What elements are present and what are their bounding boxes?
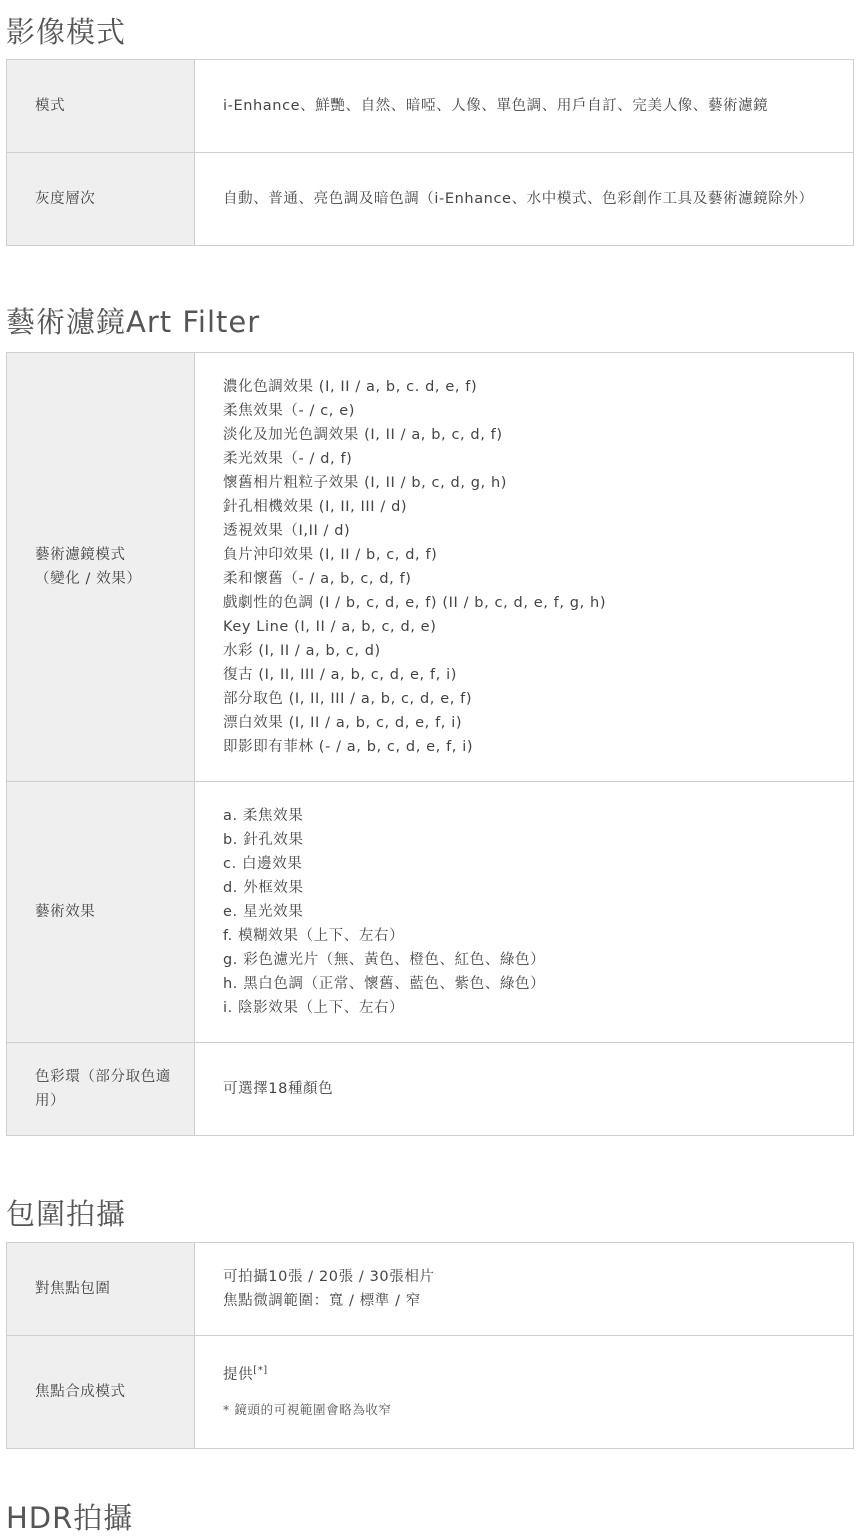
list-item: h. 黑白色調（正常、懷舊、藍色、紫色、綠色）	[223, 976, 546, 992]
bracketing-table	[6, 1242, 854, 1449]
row-value-art-filter-mode	[195, 353, 854, 782]
list-item: a. 柔焦效果	[223, 808, 304, 824]
list-item: 負片沖印效果 (I, II / b, c, d, f)	[223, 547, 438, 563]
picture-mode-table	[6, 59, 854, 246]
list-item: 柔焦效果（- / c, e)	[223, 403, 356, 419]
list-item: e. 星光效果	[223, 904, 304, 920]
list-item: i. 陰影效果（上下、左右）	[223, 1000, 405, 1016]
footnote-marker: [*]	[253, 1364, 268, 1376]
section-title-bracketing: 包圍拍攝	[6, 1197, 127, 1231]
row-value-mode	[195, 60, 854, 153]
list-item: 柔光效果（- / d, f)	[223, 451, 353, 467]
row-value-color-wheel: 可選擇18種顏色	[195, 1043, 854, 1136]
row-label-gradation: 灰度層次	[7, 153, 195, 246]
footnote-text: * 鏡頭的可視範圍會略為收窄	[223, 1401, 392, 1417]
list-item: 水彩 (I, II / a, b, c, d)	[223, 643, 381, 659]
table-row	[7, 1043, 854, 1136]
table-row	[7, 153, 854, 246]
list-item: 戲劇性的色調 (I / b, c, d, e, f) (II / b, c, d, e, f, g, h)	[223, 595, 607, 611]
section-title-hdr: HDR拍攝	[6, 1501, 134, 1535]
list-item: 淡化及加光色調效果 (I, II / a, b, c, d, f)	[223, 427, 503, 443]
row-value-focus-stacking	[195, 1336, 854, 1449]
list-item: 柔和懷舊（- / a, b, c, d, f)	[223, 571, 412, 587]
table-row	[7, 1243, 854, 1336]
table-row	[7, 353, 854, 782]
focus-stacking-text: 提供	[223, 1366, 254, 1383]
row-value-gradation	[195, 153, 854, 246]
table-row	[7, 782, 854, 1043]
list-item: 可拍攝10張 / 20張 / 30張相片	[223, 1269, 435, 1285]
row-value-focus-bracketing	[195, 1243, 854, 1336]
row-value-art-effect	[195, 782, 854, 1043]
list-item: 部分取色 (I, II, III / a, b, c, d, e, f)	[223, 691, 473, 707]
list-item: g. 彩色濾光片（無、黃色、橙色、紅色、綠色）	[223, 952, 546, 968]
list-item: 即影即有菲林 (- / a, b, c, d, e, f, i)	[223, 739, 474, 755]
section-title-art-filter: 藝術濾鏡Art Filter	[6, 305, 261, 339]
list-item: c. 白邊效果	[223, 856, 303, 872]
list-item: 焦點微調範圍：寬 / 標準 / 窄	[223, 1293, 421, 1309]
row-label-focus-stacking: 焦點合成模式	[7, 1336, 195, 1449]
list-item: b. 針孔效果	[223, 832, 304, 848]
list-item: 復古 (I, II, III / a, b, c, d, e, f, i)	[223, 667, 457, 683]
list-item: d. 外框效果	[223, 880, 304, 896]
focus-stacking-value	[223, 1363, 825, 1387]
list-item: Key Line (I, II / a, b, c, d, e)	[223, 619, 437, 635]
list-item: 濃化色調效果 (I, II / a, b, c. d, e, f)	[223, 379, 478, 395]
mode-list-text: i-Enhance、鮮艷、自然、暗啞、人像、單色調、用戶自訂、完美人像、藝術濾鏡	[223, 98, 769, 114]
art-filter-table	[6, 352, 854, 1136]
section-title-picture-mode: 影像模式	[6, 15, 127, 49]
list-item: 懷舊相片粗粒子效果 (I, II / b, c, d, g, h)	[223, 475, 508, 491]
row-label-color-wheel	[7, 1043, 195, 1136]
row-label-art-filter-mode	[7, 353, 195, 782]
list-item: 針孔相機效果 (I, II, III / d)	[223, 499, 408, 515]
table-row	[7, 60, 854, 153]
gradation-text: 自動、普通、亮色調及暗色調（i-Enhance、水中模式、色彩創作工具及藝術濾鏡除外）	[223, 191, 814, 207]
color-wheel-label: 色彩環（部分取色適用）	[35, 1069, 171, 1109]
list-item: f. 模糊效果（上下、左右）	[223, 928, 405, 944]
list-item: 漂白效果 (I, II / a, b, c, d, e, f, i)	[223, 715, 463, 731]
row-label-focus-bracketing: 對焦點包圍	[7, 1243, 195, 1336]
row-label-art-effect: 藝術效果	[7, 782, 195, 1043]
list-item: 透視效果（I,II / d)	[223, 523, 351, 539]
row-label-mode: 模式	[7, 60, 195, 153]
art-filter-mode-label: 藝術濾鏡模式 （變化 / 效果）	[35, 547, 142, 587]
table-row	[7, 1336, 854, 1449]
